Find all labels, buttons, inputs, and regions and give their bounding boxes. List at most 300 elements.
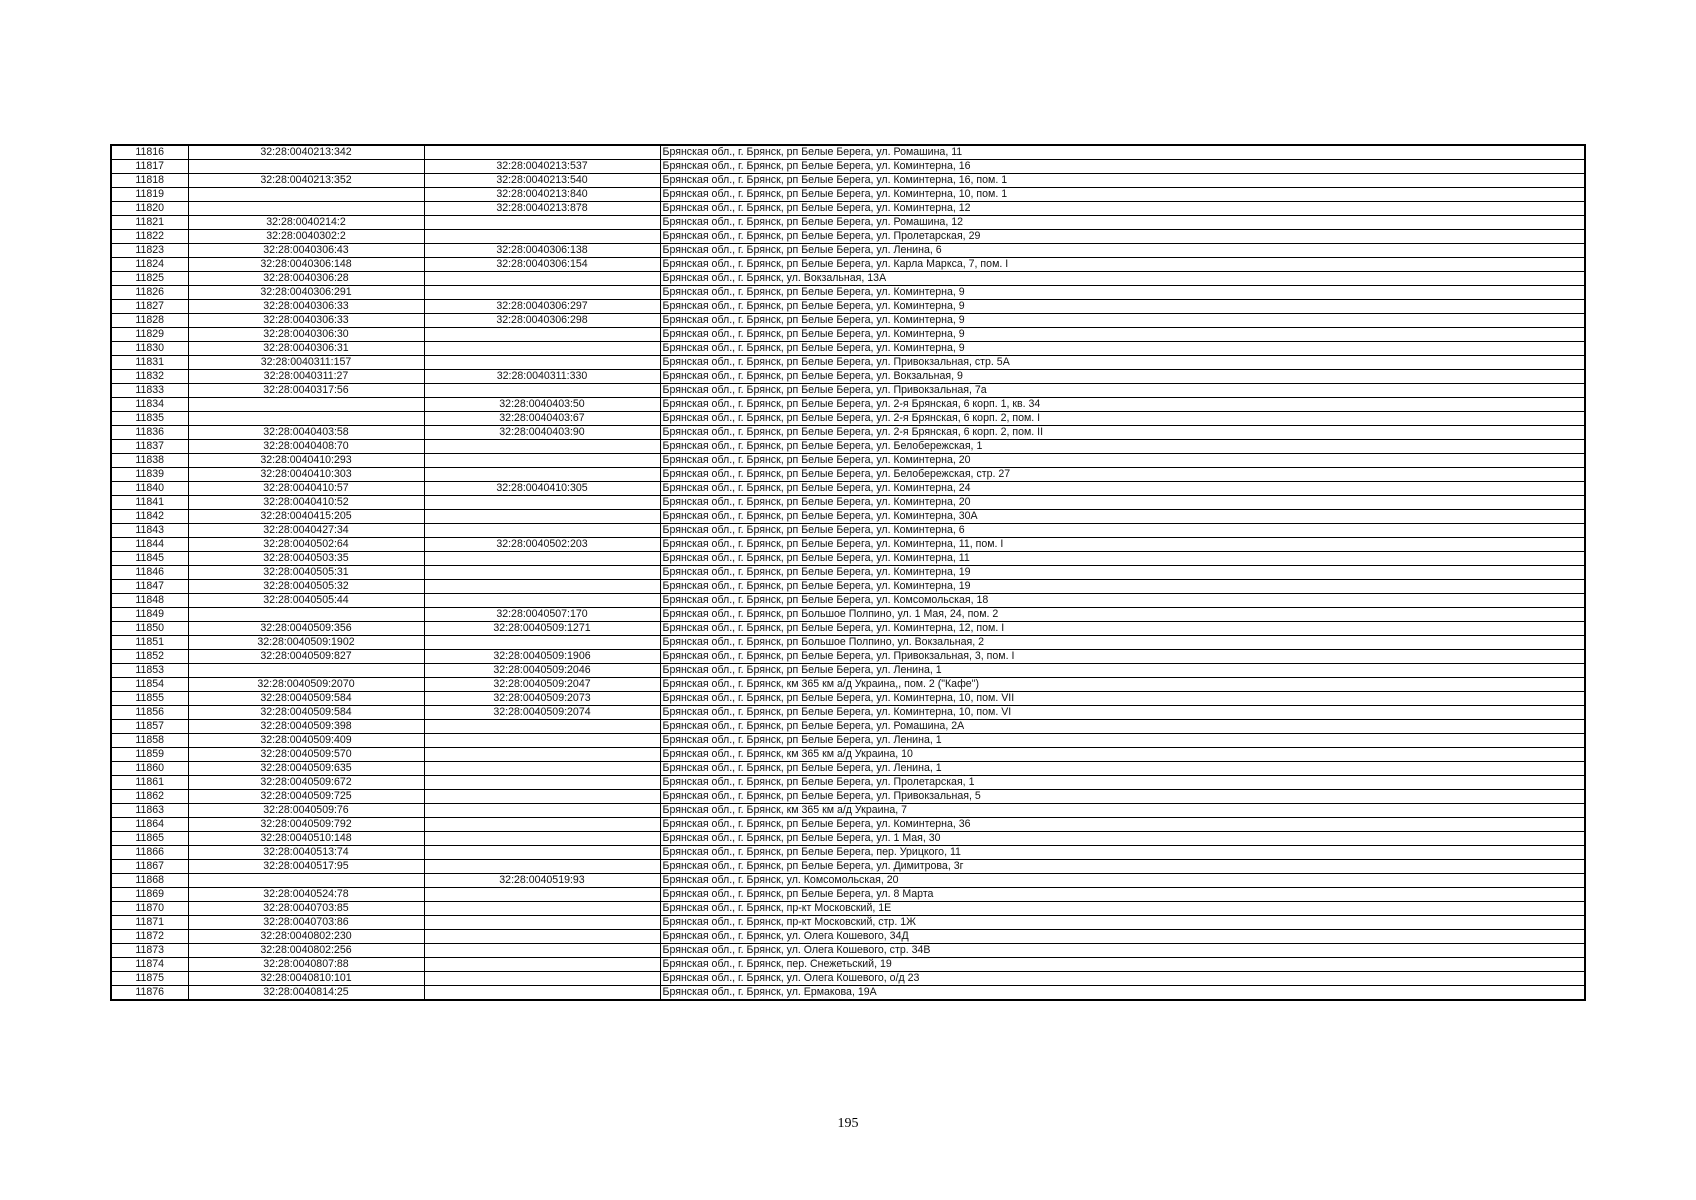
cadastral-number-cell: 32:28:0040403:58 bbox=[188, 426, 424, 440]
row-number-cell: 11816 bbox=[111, 145, 188, 160]
table-row bbox=[111, 356, 1585, 370]
address-cell: Брянская обл., г. Брянск, км 365 км а/д Украина,, пом. 2 ("Кафе") bbox=[660, 678, 1585, 692]
cadastral-number-cell bbox=[188, 874, 424, 888]
row-number-cell: 11854 bbox=[111, 678, 188, 692]
address-cell: Брянская обл., г. Брянск, рп Белые Берега, ул. 8 Марта bbox=[660, 888, 1585, 902]
table-row bbox=[111, 692, 1585, 706]
row-number-cell: 11860 bbox=[111, 762, 188, 776]
address-cell: Брянская обл., г. Брянск, рп Белые Берега, ул. Коминтерна, 16 bbox=[660, 160, 1585, 174]
cadastral-number-cell: 32:28:0040510:148 bbox=[188, 832, 424, 846]
cadastral-number-cell: 32:28:0040802:256 bbox=[188, 944, 424, 958]
address-cell: Брянская обл., г. Брянск, пр-кт Московский, стр. 1Ж bbox=[660, 916, 1585, 930]
cadastral-number-cell: 32:28:0040306:33 bbox=[188, 300, 424, 314]
address-cell: Брянская обл., г. Брянск, рп Белые Берега, ул. Коминтерна, 20 bbox=[660, 454, 1585, 468]
secondary-cadastral-number-cell bbox=[424, 145, 660, 160]
row-number-cell: 11868 bbox=[111, 874, 188, 888]
cadastral-number-cell: 32:28:0040306:148 bbox=[188, 258, 424, 272]
address-cell: Брянская обл., г. Брянск, рп Белые Берега, ул. Коминтерна, 19 bbox=[660, 580, 1585, 594]
address-cell: Брянская обл., г. Брянск, ул. Ермакова, 19А bbox=[660, 986, 1585, 1001]
table-row bbox=[111, 384, 1585, 398]
secondary-cadastral-number-cell: 32:28:0040410:305 bbox=[424, 482, 660, 496]
row-number-cell: 11852 bbox=[111, 650, 188, 664]
address-cell: Брянская обл., г. Брянск, рп Белые Берега, ул. Коминтерна, 36 bbox=[660, 818, 1585, 832]
secondary-cadastral-number-cell bbox=[424, 356, 660, 370]
address-cell: Брянская обл., г. Брянск, рп Белые Берега, ул. Привокзальная, 5 bbox=[660, 790, 1585, 804]
cadastral-number-cell: 32:28:0040505:31 bbox=[188, 566, 424, 580]
secondary-cadastral-number-cell bbox=[424, 846, 660, 860]
table-row bbox=[111, 762, 1585, 776]
row-number-cell: 11863 bbox=[111, 804, 188, 818]
address-cell: Брянская обл., г. Брянск, рп Белые Берега, ул. Белобережская, стр. 27 bbox=[660, 468, 1585, 482]
cadastral-number-cell: 32:28:0040306:30 bbox=[188, 328, 424, 342]
secondary-cadastral-number-cell: 32:28:0040213:840 bbox=[424, 188, 660, 202]
cadastral-number-cell: 32:28:0040302:2 bbox=[188, 230, 424, 244]
secondary-cadastral-number-cell bbox=[424, 580, 660, 594]
secondary-cadastral-number-cell bbox=[424, 832, 660, 846]
address-cell: Брянская обл., г. Брянск, рп Большое Полпино, ул. 1 Мая, 24, пом. 2 bbox=[660, 608, 1585, 622]
address-cell: Брянская обл., г. Брянск, рп Белые Берега, ул. Привокзальная, стр. 5А bbox=[660, 356, 1585, 370]
row-number-cell: 11865 bbox=[111, 832, 188, 846]
row-number-cell: 11846 bbox=[111, 566, 188, 580]
secondary-cadastral-number-cell: 32:28:0040213:878 bbox=[424, 202, 660, 216]
secondary-cadastral-number-cell bbox=[424, 916, 660, 930]
secondary-cadastral-number-cell: 32:28:0040403:50 bbox=[424, 398, 660, 412]
address-cell: Брянская обл., г. Брянск, рп Белые Берега, ул. Коминтерна, 12, пом. I bbox=[660, 622, 1585, 636]
row-number-cell: 11834 bbox=[111, 398, 188, 412]
row-number-cell: 11842 bbox=[111, 510, 188, 524]
row-number-cell: 11819 bbox=[111, 188, 188, 202]
row-number-cell: 11836 bbox=[111, 426, 188, 440]
table-row bbox=[111, 552, 1585, 566]
row-number-cell: 11821 bbox=[111, 216, 188, 230]
secondary-cadastral-number-cell: 32:28:0040306:298 bbox=[424, 314, 660, 328]
table-row bbox=[111, 734, 1585, 748]
secondary-cadastral-number-cell: 32:28:0040509:2047 bbox=[424, 678, 660, 692]
row-number-cell: 11822 bbox=[111, 230, 188, 244]
secondary-cadastral-number-cell bbox=[424, 342, 660, 356]
secondary-cadastral-number-cell bbox=[424, 454, 660, 468]
secondary-cadastral-number-cell bbox=[424, 818, 660, 832]
secondary-cadastral-number-cell: 32:28:0040509:2074 bbox=[424, 706, 660, 720]
table-row bbox=[111, 300, 1585, 314]
secondary-cadastral-number-cell: 32:28:0040403:67 bbox=[424, 412, 660, 426]
cadastral-number-cell bbox=[188, 202, 424, 216]
address-cell: Брянская обл., г. Брянск, пер. Снежетьский, 19 bbox=[660, 958, 1585, 972]
address-cell: Брянская обл., г. Брянск, рп Белые Берега, ул. Коминтерна, 24 bbox=[660, 482, 1585, 496]
table-row bbox=[111, 496, 1585, 510]
address-cell: Брянская обл., г. Брянск, рп Белые Берега, ул. Коминтерна, 30А bbox=[660, 510, 1585, 524]
secondary-cadastral-number-cell: 32:28:0040306:138 bbox=[424, 244, 660, 258]
secondary-cadastral-number-cell bbox=[424, 440, 660, 454]
secondary-cadastral-number-cell bbox=[424, 986, 660, 1001]
secondary-cadastral-number-cell bbox=[424, 286, 660, 300]
cadastral-number-cell: 32:28:0040509:584 bbox=[188, 692, 424, 706]
address-cell: Брянская обл., г. Брянск, рп Большое Полпино, ул. Вокзальная, 2 bbox=[660, 636, 1585, 650]
cadastral-number-cell: 32:28:0040306:33 bbox=[188, 314, 424, 328]
cadastral-number-cell: 32:28:0040509:1902 bbox=[188, 636, 424, 650]
secondary-cadastral-number-cell bbox=[424, 888, 660, 902]
row-number-cell: 11857 bbox=[111, 720, 188, 734]
row-number-cell: 11848 bbox=[111, 594, 188, 608]
secondary-cadastral-number-cell bbox=[424, 510, 660, 524]
row-number-cell: 11866 bbox=[111, 846, 188, 860]
row-number-cell: 11869 bbox=[111, 888, 188, 902]
cadastral-number-cell bbox=[188, 412, 424, 426]
secondary-cadastral-number-cell: 32:28:0040213:540 bbox=[424, 174, 660, 188]
secondary-cadastral-number-cell bbox=[424, 328, 660, 342]
row-number-cell: 11858 bbox=[111, 734, 188, 748]
secondary-cadastral-number-cell bbox=[424, 566, 660, 580]
table-row bbox=[111, 202, 1585, 216]
cadastral-number-cell bbox=[188, 398, 424, 412]
row-number-cell: 11850 bbox=[111, 622, 188, 636]
table-row bbox=[111, 510, 1585, 524]
row-number-cell: 11844 bbox=[111, 538, 188, 552]
address-cell: Брянская обл., г. Брянск, рп Белые Берега, ул. Ленина, 1 bbox=[660, 762, 1585, 776]
row-number-cell: 11825 bbox=[111, 272, 188, 286]
table-row bbox=[111, 944, 1585, 958]
row-number-cell: 11862 bbox=[111, 790, 188, 804]
cadastral-number-cell: 32:28:0040703:85 bbox=[188, 902, 424, 916]
address-cell: Брянская обл., г. Брянск, рп Белые Берега, ул. Димитрова, 3г bbox=[660, 860, 1585, 874]
table-row bbox=[111, 566, 1585, 580]
address-cell: Брянская обл., г. Брянск, рп Белые Берега, ул. Карла Маркса, 7, пом. I bbox=[660, 258, 1585, 272]
row-number-cell: 11837 bbox=[111, 440, 188, 454]
row-number-cell: 11873 bbox=[111, 944, 188, 958]
address-cell: Брянская обл., г. Брянск, ул. Олега Кошевого, 34Д bbox=[660, 930, 1585, 944]
table-row bbox=[111, 860, 1585, 874]
table-row bbox=[111, 440, 1585, 454]
row-number-cell: 11823 bbox=[111, 244, 188, 258]
cadastral-number-cell: 32:28:0040306:43 bbox=[188, 244, 424, 258]
row-number-cell: 11849 bbox=[111, 608, 188, 622]
secondary-cadastral-number-cell bbox=[424, 776, 660, 790]
address-cell: Брянская обл., г. Брянск, рп Белые Берега, ул. Коминтерна, 11 bbox=[660, 552, 1585, 566]
secondary-cadastral-number-cell bbox=[424, 958, 660, 972]
row-number-cell: 11874 bbox=[111, 958, 188, 972]
cadastral-number-cell: 32:28:0040427:34 bbox=[188, 524, 424, 538]
secondary-cadastral-number-cell bbox=[424, 594, 660, 608]
address-cell: Брянская обл., г. Брянск, км 365 км а/д Украина, 10 bbox=[660, 748, 1585, 762]
row-number-cell: 11864 bbox=[111, 818, 188, 832]
address-cell: Брянская обл., г. Брянск, рп Белые Берега, ул. Коминтерна, 12 bbox=[660, 202, 1585, 216]
table-row bbox=[111, 958, 1585, 972]
cadastral-number-cell: 32:28:0040306:291 bbox=[188, 286, 424, 300]
secondary-cadastral-number-cell: 32:28:0040502:203 bbox=[424, 538, 660, 552]
table-row bbox=[111, 594, 1585, 608]
table-row bbox=[111, 650, 1585, 664]
table-row bbox=[111, 286, 1585, 300]
address-cell: Брянская обл., г. Брянск, рп Белые Берега, ул. Коминтерна, 9 bbox=[660, 342, 1585, 356]
row-number-cell: 11840 bbox=[111, 482, 188, 496]
secondary-cadastral-number-cell bbox=[424, 272, 660, 286]
secondary-cadastral-number-cell: 32:28:0040311:330 bbox=[424, 370, 660, 384]
table-row bbox=[111, 468, 1585, 482]
row-number-cell: 11818 bbox=[111, 174, 188, 188]
table-row bbox=[111, 902, 1585, 916]
address-cell: Брянская обл., г. Брянск, рп Белые Берега, ул. Белобережская, 1 bbox=[660, 440, 1585, 454]
address-cell: Брянская обл., г. Брянск, рп Белые Берега, ул. Коминтерна, 9 bbox=[660, 328, 1585, 342]
row-number-cell: 11870 bbox=[111, 902, 188, 916]
table-row bbox=[111, 818, 1585, 832]
table-row bbox=[111, 790, 1585, 804]
secondary-cadastral-number-cell: 32:28:0040306:297 bbox=[424, 300, 660, 314]
cadastral-number-cell: 32:28:0040415:205 bbox=[188, 510, 424, 524]
table-row bbox=[111, 678, 1585, 692]
cadastral-number-cell: 32:28:0040807:88 bbox=[188, 958, 424, 972]
table-row bbox=[111, 986, 1585, 1001]
secondary-cadastral-number-cell: 32:28:0040519:93 bbox=[424, 874, 660, 888]
table-row bbox=[111, 972, 1585, 986]
secondary-cadastral-number-cell bbox=[424, 902, 660, 916]
table-row bbox=[111, 244, 1585, 258]
cadastral-number-cell: 32:28:0040306:28 bbox=[188, 272, 424, 286]
secondary-cadastral-number-cell bbox=[424, 790, 660, 804]
table-row bbox=[111, 482, 1585, 496]
cadastral-number-cell: 32:28:0040410:293 bbox=[188, 454, 424, 468]
address-cell: Брянская обл., г. Брянск, рп Белые Берега, ул. 2-я Брянская, 6 корп. 2, пом. II bbox=[660, 426, 1585, 440]
secondary-cadastral-number-cell: 32:28:0040509:1271 bbox=[424, 622, 660, 636]
cadastral-number-cell bbox=[188, 608, 424, 622]
cadastral-number-cell: 32:28:0040505:32 bbox=[188, 580, 424, 594]
address-cell: Брянская обл., г. Брянск, рп Белые Берега, ул. Коминтерна, 9 bbox=[660, 300, 1585, 314]
row-number-cell: 11831 bbox=[111, 356, 188, 370]
address-cell: Брянская обл., г. Брянск, ул. Олега Кошевого, о/д 23 bbox=[660, 972, 1585, 986]
table-row bbox=[111, 314, 1585, 328]
secondary-cadastral-number-cell bbox=[424, 524, 660, 538]
cadastral-number-cell bbox=[188, 160, 424, 174]
cadastral-number-cell: 32:28:0040509:76 bbox=[188, 804, 424, 818]
cadastral-number-cell: 32:28:0040509:635 bbox=[188, 762, 424, 776]
document-sheet bbox=[110, 144, 1584, 1001]
secondary-cadastral-number-cell bbox=[424, 734, 660, 748]
address-cell: Брянская обл., г. Брянск, рп Белые Берега, ул. Вокзальная, 9 bbox=[660, 370, 1585, 384]
row-number-cell: 11817 bbox=[111, 160, 188, 174]
table-row bbox=[111, 258, 1585, 272]
row-number-cell: 11871 bbox=[111, 916, 188, 930]
row-number-cell: 11830 bbox=[111, 342, 188, 356]
table-row bbox=[111, 888, 1585, 902]
row-number-cell: 11847 bbox=[111, 580, 188, 594]
secondary-cadastral-number-cell bbox=[424, 860, 660, 874]
cadastral-number-cell: 32:28:0040509:827 bbox=[188, 650, 424, 664]
table-row bbox=[111, 636, 1585, 650]
row-number-cell: 11827 bbox=[111, 300, 188, 314]
table-row bbox=[111, 930, 1585, 944]
cadastral-number-cell: 32:28:0040214:2 bbox=[188, 216, 424, 230]
address-cell: Брянская обл., г. Брянск, рп Белые Берега, ул. Комсомольская, 18 bbox=[660, 594, 1585, 608]
table-row bbox=[111, 706, 1585, 720]
address-cell: Брянская обл., г. Брянск, рп Белые Берега, ул. Коминтерна, 10, пом. VII bbox=[660, 692, 1585, 706]
row-number-cell: 11841 bbox=[111, 496, 188, 510]
address-cell: Брянская обл., г. Брянск, рп Белые Берега, ул. Ленина, 6 bbox=[660, 244, 1585, 258]
cadastral-number-cell: 32:28:0040814:25 bbox=[188, 986, 424, 1001]
secondary-cadastral-number-cell: 32:28:0040509:1906 bbox=[424, 650, 660, 664]
row-number-cell: 11820 bbox=[111, 202, 188, 216]
table-row bbox=[111, 454, 1585, 468]
address-cell: Брянская обл., г. Брянск, ул. Вокзальная, 13А bbox=[660, 272, 1585, 286]
row-number-cell: 11851 bbox=[111, 636, 188, 650]
table-row bbox=[111, 216, 1585, 230]
table-row bbox=[111, 174, 1585, 188]
table-row bbox=[111, 776, 1585, 790]
address-cell: Брянская обл., г. Брянск, рп Белые Берега, ул. 2-я Брянская, 6 корп. 1, кв. 34 bbox=[660, 398, 1585, 412]
address-cell: Брянская обл., г. Брянск, рп Белые Берега, ул. Коминтерна, 11, пом. I bbox=[660, 538, 1585, 552]
address-cell: Брянская обл., г. Брянск, рп Белые Берега, пер. Урицкого, 11 bbox=[660, 846, 1585, 860]
row-number-cell: 11853 bbox=[111, 664, 188, 678]
address-cell: Брянская обл., г. Брянск, рп Белые Берега, ул. Коминтерна, 10, пом. VI bbox=[660, 706, 1585, 720]
cadastral-number-cell: 32:28:0040509:792 bbox=[188, 818, 424, 832]
table-row bbox=[111, 664, 1585, 678]
row-number-cell: 11859 bbox=[111, 748, 188, 762]
table-row bbox=[111, 160, 1585, 174]
table-row bbox=[111, 622, 1585, 636]
secondary-cadastral-number-cell: 32:28:0040213:537 bbox=[424, 160, 660, 174]
address-cell: Брянская обл., г. Брянск, рп Белые Берега, ул. Ромашина, 2А bbox=[660, 720, 1585, 734]
cadastral-number-cell: 32:28:0040810:101 bbox=[188, 972, 424, 986]
secondary-cadastral-number-cell bbox=[424, 720, 660, 734]
cadastral-number-cell: 32:28:0040317:56 bbox=[188, 384, 424, 398]
table-row bbox=[111, 412, 1585, 426]
cadastral-number-cell: 32:28:0040505:44 bbox=[188, 594, 424, 608]
table-row bbox=[111, 846, 1585, 860]
address-cell: Брянская обл., г. Брянск, рп Белые Берега, ул. Коминтерна, 6 bbox=[660, 524, 1585, 538]
row-number-cell: 11828 bbox=[111, 314, 188, 328]
row-number-cell: 11856 bbox=[111, 706, 188, 720]
table-row bbox=[111, 608, 1585, 622]
cadastral-number-cell: 32:28:0040509:672 bbox=[188, 776, 424, 790]
secondary-cadastral-number-cell bbox=[424, 496, 660, 510]
property-registry-table bbox=[110, 144, 1586, 1001]
address-cell: Брянская обл., г. Брянск, рп Белые Берега, ул. Ленина, 1 bbox=[660, 734, 1585, 748]
cadastral-number-cell bbox=[188, 188, 424, 202]
address-cell: Брянская обл., г. Брянск, рп Белые Берега, ул. Ленина, 1 bbox=[660, 664, 1585, 678]
row-number-cell: 11833 bbox=[111, 384, 188, 398]
cadastral-number-cell: 32:28:0040509:2070 bbox=[188, 678, 424, 692]
secondary-cadastral-number-cell bbox=[424, 762, 660, 776]
table-row bbox=[111, 748, 1585, 762]
table-body bbox=[111, 145, 1585, 1000]
cadastral-number-cell: 32:28:0040517:95 bbox=[188, 860, 424, 874]
address-cell: Брянская обл., г. Брянск, пр-кт Московский, 1Е bbox=[660, 902, 1585, 916]
row-number-cell: 11867 bbox=[111, 860, 188, 874]
page-number: 195 bbox=[837, 1116, 859, 1131]
secondary-cadastral-number-cell bbox=[424, 468, 660, 482]
row-number-cell: 11875 bbox=[111, 972, 188, 986]
cadastral-number-cell: 32:28:0040509:409 bbox=[188, 734, 424, 748]
row-number-cell: 11876 bbox=[111, 986, 188, 1001]
cadastral-number-cell: 32:28:0040509:356 bbox=[188, 622, 424, 636]
row-number-cell: 11855 bbox=[111, 692, 188, 706]
cadastral-number-cell: 32:28:0040408:70 bbox=[188, 440, 424, 454]
address-cell: Брянская обл., г. Брянск, рп Белые Берега, ул. Ромашина, 11 bbox=[660, 145, 1585, 160]
cadastral-number-cell: 32:28:0040513:74 bbox=[188, 846, 424, 860]
secondary-cadastral-number-cell bbox=[424, 930, 660, 944]
secondary-cadastral-number-cell bbox=[424, 944, 660, 958]
table-row bbox=[111, 524, 1585, 538]
address-cell: Брянская обл., г. Брянск, рп Белые Берега, ул. Коминтерна, 16, пом. 1 bbox=[660, 174, 1585, 188]
cadastral-number-cell: 32:28:0040213:352 bbox=[188, 174, 424, 188]
cadastral-number-cell: 32:28:0040509:398 bbox=[188, 720, 424, 734]
row-number-cell: 11845 bbox=[111, 552, 188, 566]
row-number-cell: 11826 bbox=[111, 286, 188, 300]
row-number-cell: 11829 bbox=[111, 328, 188, 342]
row-number-cell: 11832 bbox=[111, 370, 188, 384]
table-row bbox=[111, 230, 1585, 244]
address-cell: Брянская обл., г. Брянск, ул. Комсомольская, 20 bbox=[660, 874, 1585, 888]
table-row bbox=[111, 874, 1585, 888]
cadastral-number-cell: 32:28:0040503:35 bbox=[188, 552, 424, 566]
secondary-cadastral-number-cell bbox=[424, 384, 660, 398]
address-cell: Брянская обл., г. Брянск, ул. Олега Кошевого, стр. 34В bbox=[660, 944, 1585, 958]
cadastral-number-cell: 32:28:0040524:78 bbox=[188, 888, 424, 902]
row-number-cell: 11872 bbox=[111, 930, 188, 944]
row-number-cell: 11835 bbox=[111, 412, 188, 426]
secondary-cadastral-number-cell: 32:28:0040403:90 bbox=[424, 426, 660, 440]
row-number-cell: 11839 bbox=[111, 468, 188, 482]
address-cell: Брянская обл., г. Брянск, рп Белые Берега, ул. Привокзальная, 3, пом. I bbox=[660, 650, 1585, 664]
table-row bbox=[111, 426, 1585, 440]
table-row bbox=[111, 580, 1585, 594]
secondary-cadastral-number-cell bbox=[424, 636, 660, 650]
cadastral-number-cell: 32:28:0040311:157 bbox=[188, 356, 424, 370]
secondary-cadastral-number-cell: 32:28:0040509:2046 bbox=[424, 664, 660, 678]
secondary-cadastral-number-cell bbox=[424, 216, 660, 230]
cadastral-number-cell: 32:28:0040410:57 bbox=[188, 482, 424, 496]
address-cell: Брянская обл., г. Брянск, рп Белые Берега, ул. Коминтерна, 9 bbox=[660, 314, 1585, 328]
row-number-cell: 11824 bbox=[111, 258, 188, 272]
secondary-cadastral-number-cell bbox=[424, 552, 660, 566]
address-cell: Брянская обл., г. Брянск, рп Белые Берега, ул. Пролетарская, 29 bbox=[660, 230, 1585, 244]
cadastral-number-cell: 32:28:0040410:52 bbox=[188, 496, 424, 510]
cadastral-number-cell: 32:28:0040703:86 bbox=[188, 916, 424, 930]
table-row bbox=[111, 145, 1585, 160]
address-cell: Брянская обл., г. Брянск, рп Белые Берега, ул. 1 Мая, 30 bbox=[660, 832, 1585, 846]
cadastral-number-cell: 32:28:0040509:725 bbox=[188, 790, 424, 804]
cadastral-number-cell: 32:28:0040306:31 bbox=[188, 342, 424, 356]
table-row bbox=[111, 272, 1585, 286]
secondary-cadastral-number-cell bbox=[424, 972, 660, 986]
secondary-cadastral-number-cell: 32:28:0040509:2073 bbox=[424, 692, 660, 706]
table-row bbox=[111, 720, 1585, 734]
row-number-cell: 11838 bbox=[111, 454, 188, 468]
address-cell: Брянская обл., г. Брянск, рп Белые Берега, ул. Коминтерна, 9 bbox=[660, 286, 1585, 300]
address-cell: Брянская обл., г. Брянск, рп Белые Берега, ул. Ромашина, 12 bbox=[660, 216, 1585, 230]
secondary-cadastral-number-cell: 32:28:0040306:154 bbox=[424, 258, 660, 272]
table-row bbox=[111, 398, 1585, 412]
table-row bbox=[111, 916, 1585, 930]
address-cell: Брянская обл., г. Брянск, рп Белые Берега, ул. 2-я Брянская, 6 корп. 2, пом. I bbox=[660, 412, 1585, 426]
table-row bbox=[111, 188, 1585, 202]
secondary-cadastral-number-cell bbox=[424, 230, 660, 244]
cadastral-number-cell: 32:28:0040213:342 bbox=[188, 145, 424, 160]
cadastral-number-cell: 32:28:0040509:570 bbox=[188, 748, 424, 762]
table-row bbox=[111, 328, 1585, 342]
cadastral-number-cell: 32:28:0040311:27 bbox=[188, 370, 424, 384]
address-cell: Брянская обл., г. Брянск, рп Белые Берега, ул. Привокзальная, 7а bbox=[660, 384, 1585, 398]
cadastral-number-cell: 32:28:0040410:303 bbox=[188, 468, 424, 482]
table-row bbox=[111, 370, 1585, 384]
cadastral-number-cell: 32:28:0040509:584 bbox=[188, 706, 424, 720]
row-number-cell: 11843 bbox=[111, 524, 188, 538]
table-row bbox=[111, 342, 1585, 356]
address-cell: Брянская обл., г. Брянск, рп Белые Берега, ул. Коминтерна, 20 bbox=[660, 496, 1585, 510]
secondary-cadastral-number-cell: 32:28:0040507:170 bbox=[424, 608, 660, 622]
address-cell: Брянская обл., г. Брянск, рп Белые Берега, ул. Пролетарская, 1 bbox=[660, 776, 1585, 790]
table-row bbox=[111, 538, 1585, 552]
table-row bbox=[111, 804, 1585, 818]
row-number-cell: 11861 bbox=[111, 776, 188, 790]
